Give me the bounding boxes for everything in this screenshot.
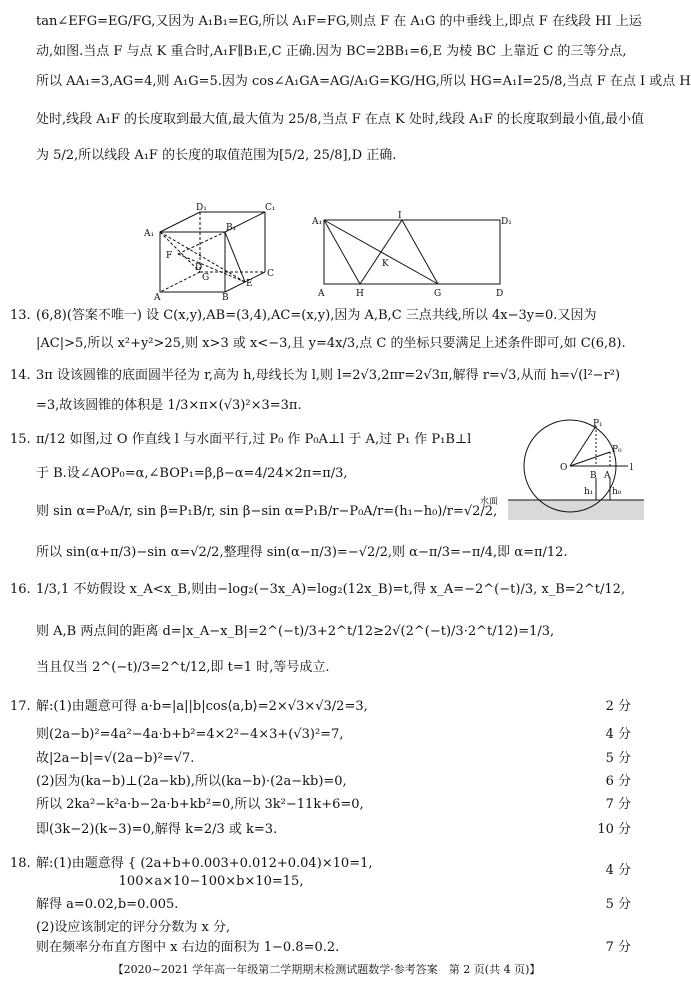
q17-line-4: (2)因为(ka−b)⊥(2a−kb),所以(ka−b)·(2a−kb)=0,	[36, 774, 347, 789]
q17-score-1: 2 分	[605, 699, 631, 714]
q17-score-2: 4 分	[605, 727, 631, 742]
cube-label-c1: C₁	[265, 203, 276, 213]
rect-label-k: K	[382, 259, 389, 269]
wheel-label-h1: h₁	[584, 487, 594, 497]
q15-number: 15.	[10, 432, 31, 447]
q18-line-2: 100×a×10−100×b×10=15,	[36, 874, 304, 889]
q17-score-5: 7 分	[605, 797, 631, 812]
footer-text: 【2020~2021 学年高一年级第二学期期末检测试题数学·参考答案 第 2 页(共 4 页)】	[112, 963, 541, 976]
cube-figure	[140, 202, 300, 302]
q14-line-2: =3,故该圆锥的体积是 1/3×π×(√3)²×3=3π.	[36, 398, 302, 413]
q13-line-2: |AC|>5,所以 x²+y²>25,则 x>3 或 x<−3,且 y=4x/3,点 C 的坐标只要满足上述条件即可,如 C(6,8).	[36, 336, 626, 351]
wheel-label-h0: h₀	[612, 487, 622, 497]
cube-label-a: A	[154, 293, 161, 303]
water-label: 水面	[480, 497, 499, 507]
cube-label-a1: A₁	[144, 229, 155, 239]
q14-line-1: 3π 设该圆锥的底面圆半径为 r,高为 h,母线长为 l,则 l=2√3,2πr=2√3π,解得 r=√3,从而 h=√(l²−r²)	[36, 368, 621, 383]
q16-number: 16.	[10, 582, 31, 597]
q18-score-1: 4 分	[605, 863, 631, 878]
rect-label-h: H	[356, 289, 364, 299]
q14-number: 14.	[10, 368, 31, 383]
cube-label-f: F	[166, 251, 173, 261]
q15-line-2: 于 B.设∠AOP₀=α,∠BOP₁=β,β−α=4/24×2π=π/3,	[36, 466, 348, 481]
rect-label-i: I	[398, 211, 402, 221]
cube-label-b: B	[222, 293, 229, 303]
q16-line-3: 当且仅当 2^(−t)/3=2^t/12,即 t=1 时,等号成立.	[36, 660, 330, 675]
q12-line-4: 处时,线段 A₁F 的长度取到最大值,最大值为 25/8,当点 F 在点 K 处时,线段 A₁F 的长度取到最小值,最小值	[36, 112, 645, 127]
q17-score-6: 10 分	[597, 822, 631, 837]
q15-line-3: 则 sin α=P₀A/r, sin β=P₁B/r, sin β−sin α=P₁B/r−P₀A/r=(h₁−h₀)/r=√2/2,	[36, 504, 498, 519]
q17-line-2: 则(2a−b)²=4a²−4a·b+b²=4×2²−4×3+(√3)²=7,	[36, 727, 344, 742]
q17-line-6: 即(3k−2)(k−3)=0,解得 k=2/3 或 k=3.	[36, 822, 278, 837]
q15-line-4: 所以 sin(α+π/3)−sin α=√2/2,整理得 sin(α−π/3)=−√2/2,则 α−π/3=−π/4,即 α=π/12.	[36, 545, 568, 560]
q16-line-1: 1/3,1 不妨假设 x_A<x_B,则由−log₂(−3x_A)=log₂(12x_B)=t,得 x_A=−2^(−t)/3, x_B=2^t/12,	[36, 582, 626, 597]
wheel-label-a: A	[604, 471, 611, 481]
cube-label-d1: D₁	[196, 203, 207, 213]
q18-line-4: (2)设应该制定的评分分数为 x 分,	[36, 920, 231, 935]
cube-label-d: D	[195, 263, 203, 273]
q17-score-4: 6 分	[605, 774, 631, 789]
cube-label-c: C	[267, 269, 274, 279]
q18-line-5: 则在频率分布直方图中 x 右边的面积为 1−0.8=0.2.	[36, 940, 340, 955]
q17-line-3: 故|2a−b|=√(2a−b)²=√7.	[36, 751, 195, 766]
rect-label-a1: A₁	[312, 217, 323, 227]
q15-line-1: π/12 如图,过 O 作直线 l 与水面平行,过 P₀ 作 P₀A⊥l 于 A,过 P₁ 作 P₁B⊥l	[36, 432, 472, 447]
rectangle-figure	[310, 210, 510, 302]
q17-line-1: 解:(1)由题意可得 a·b=|a||b|cos⟨a,b⟩=2×√3×√3/2=3,	[36, 699, 368, 714]
q12-line-2: 动,如图.当点 F 与点 K 重合时,A₁F∥B₁E,C 正确.因为 BC=2BB₁=6,E 为棱 BC 上靠近 C 的三等分点,	[36, 44, 627, 59]
q18-line-1: 解:(1)由题意得 { (2a+b+0.003+0.012+0.04)×10=1,	[36, 856, 373, 871]
q12-line-5: 为 5/2,所以线段 A₁F 的长度的取值范围为[5/2, 25/8],D 正确.	[36, 148, 397, 163]
wheel-label-o: O	[560, 463, 568, 473]
cube-label-b1: B₁	[226, 223, 237, 233]
wheel-figure	[478, 418, 646, 524]
wheel-label-p0: P₀	[612, 445, 622, 455]
q18-score-3: 5 分	[605, 897, 631, 912]
page-footer	[0, 963, 653, 977]
q16-line-2: 则 A,B 两点间的距离 d=|x_A−x_B|=2^(−t)/3+2^t/12≥2√(2^(−t)/3·2^t/12)=1/3,	[36, 624, 555, 639]
q12-line-3: 所以 AA₁=3,AG=4,则 A₁G=5.因为 cos∠A₁GA=AG/A₁G=KG/HG,所以 HG=A₁I=25/8,当点 F 在点 I 或点 H	[36, 74, 691, 89]
cube-label-e: E	[246, 279, 253, 289]
rect-label-d1: D₁	[501, 217, 512, 227]
q17-score-3: 5 分	[605, 751, 631, 766]
wheel-label-b: B	[590, 471, 597, 481]
q12-line-1: tan∠EFG=EG/FG,又因为 A₁B₁=EG,所以 A₁F=FG,则点 F 在 A₁G 的中垂线上,即点 F 在线段 HI 上运	[36, 14, 642, 29]
cube-label-g: G	[202, 273, 210, 283]
wheel-label-l: l	[630, 463, 633, 473]
q18-number: 18.	[10, 856, 31, 871]
q18-line-3: 解得 a=0.02,b=0.005.	[36, 897, 179, 912]
q13-number: 13.	[10, 308, 31, 323]
wheel-label-p1: P₁	[593, 419, 603, 429]
q17-line-5: 所以 2ka²−k²a·b−2a·b+kb²=0,所以 3k²−11k+6=0,	[36, 797, 364, 812]
q13-line-1: (6,8)(答案不唯一) 设 C(x,y),AB=(3,4),AC=(x,y),因为 A,B,C 三点共线,所以 4x−3y=0.又因为	[36, 308, 597, 323]
rect-label-a: A	[318, 289, 325, 299]
q18-score-5: 7 分	[605, 940, 631, 955]
q17-number: 17.	[10, 699, 31, 714]
rect-label-d: D	[496, 289, 504, 299]
rect-label-g: G	[434, 289, 442, 299]
